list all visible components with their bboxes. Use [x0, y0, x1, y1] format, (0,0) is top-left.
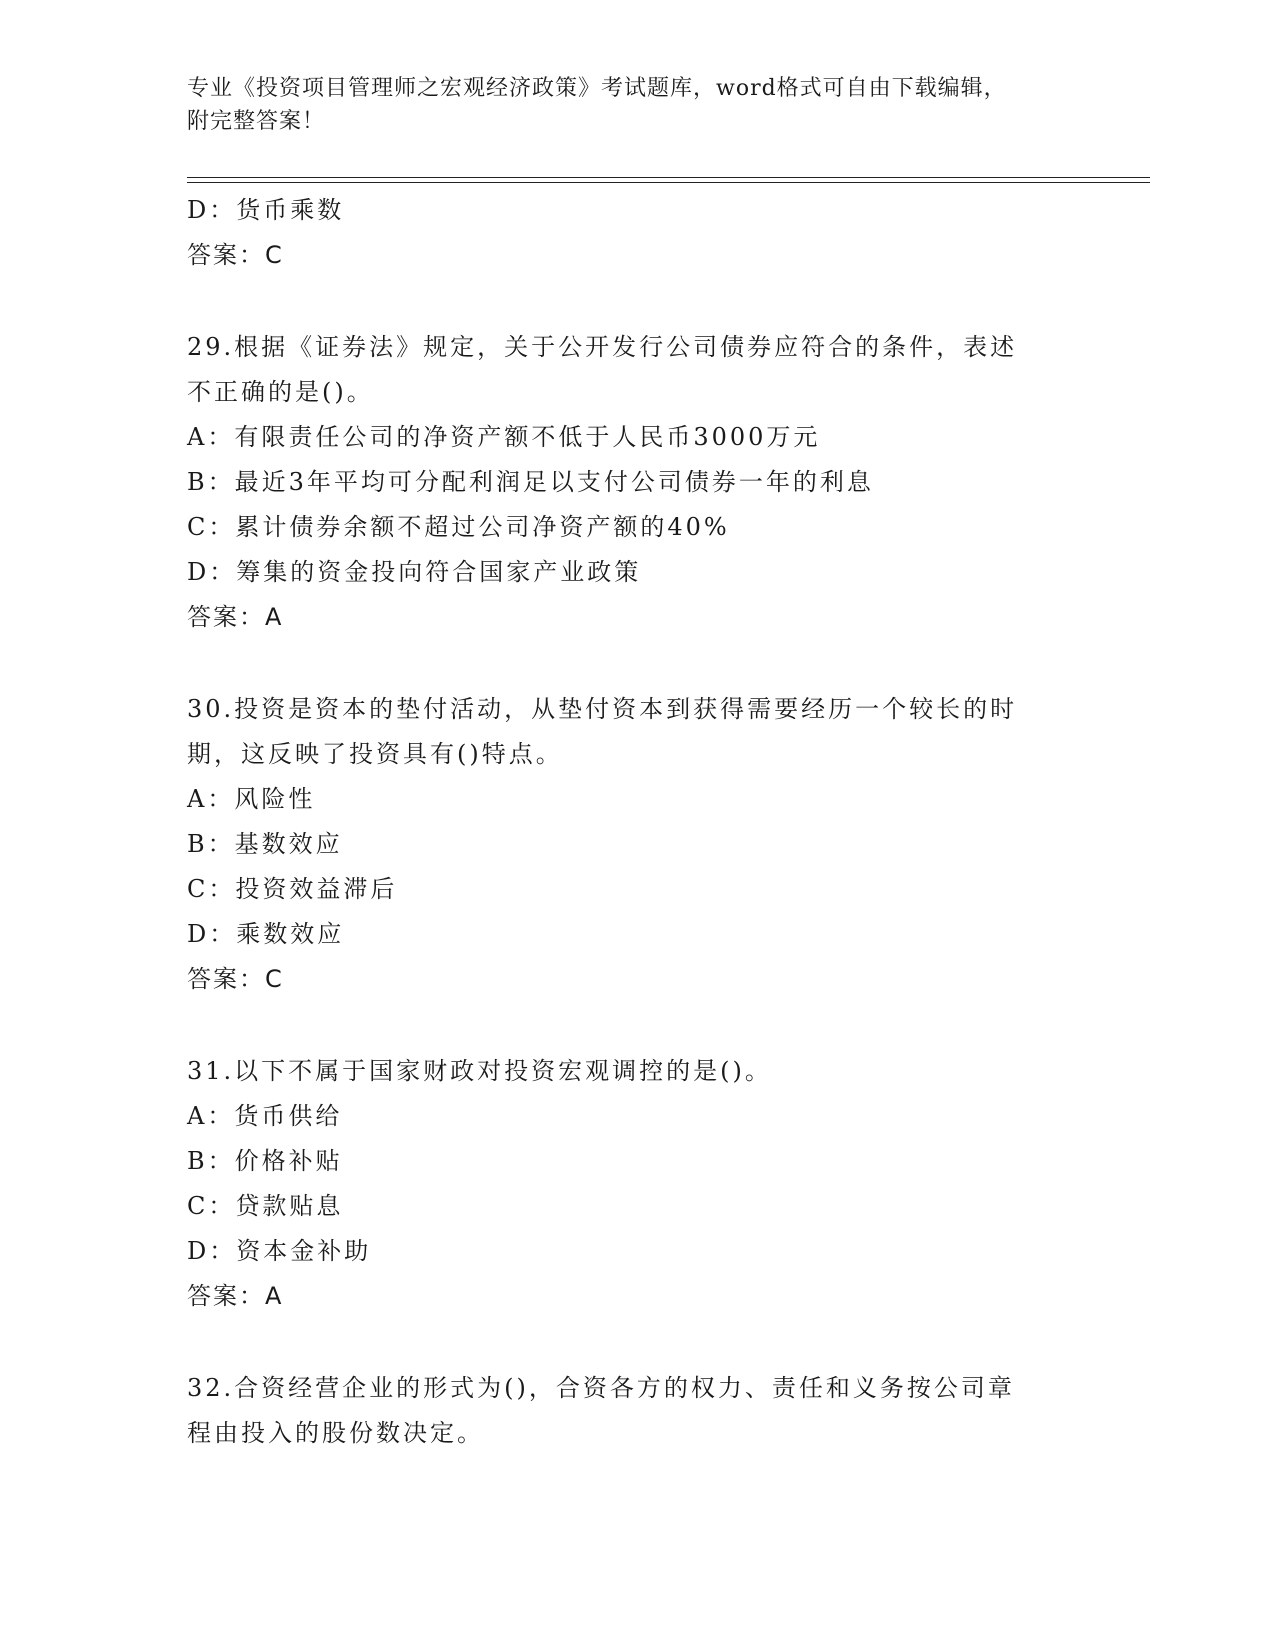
header-rule-top	[187, 177, 1150, 178]
option-b: B：价格补贴	[187, 1147, 343, 1175]
question-stem: 32.合资经营企业的形式为()，合资各方的权力、责任和义务按公司章	[187, 1374, 1015, 1402]
option-a: A：有限责任公司的净资产额不低于人民币3000万元	[187, 423, 821, 451]
answer-line: 答案：C	[187, 241, 284, 269]
header-line-1: 专业《投资项目管理师之宏观经济政策》考试题库，word格式可自由下载编辑，	[187, 76, 1007, 101]
answer-line: 答案：A	[187, 603, 284, 631]
question-28-tail	[187, 188, 1087, 278]
answer-line: 答案：A	[187, 1282, 284, 1310]
option-d: D：乘数效应	[187, 920, 345, 948]
option-d: D：货币乘数	[187, 196, 345, 224]
option-c: C：投资效益滞后	[187, 875, 398, 903]
question-31	[187, 1049, 1087, 1319]
question-stem-cont: 期，这反映了投资具有()特点。	[187, 740, 563, 768]
option-a: A：货币供给	[187, 1102, 343, 1130]
question-list	[187, 188, 1087, 1456]
question-stem-cont: 不正确的是()。	[187, 378, 374, 406]
question-30	[187, 687, 1087, 1002]
option-c: C：贷款贴息	[187, 1192, 344, 1220]
question-32	[187, 1366, 1087, 1456]
option-b: B：最近3年平均可分配利润足以支付公司债券一年的利息	[187, 468, 874, 496]
header-rule-bottom	[187, 182, 1150, 183]
question-stem: 29.根据《证券法》规定，关于公开发行公司债券应符合的条件，表述	[187, 333, 1018, 361]
document-header	[187, 72, 1067, 138]
question-stem: 30.投资是资本的垫付活动，从垫付资本到获得需要经历一个较长的时	[187, 695, 1018, 723]
option-c: C：累计债券余额不超过公司净资产额的40%	[187, 513, 730, 541]
option-a: A：风险性	[187, 785, 316, 813]
question-stem-cont: 程由投入的股份数决定。	[187, 1419, 484, 1447]
option-d: D：资本金补助	[187, 1237, 372, 1265]
question-stem: 31.以下不属于国家财政对投资宏观调控的是()。	[187, 1057, 772, 1085]
answer-line: 答案：C	[187, 965, 284, 993]
header-line-2: 附完整答案！	[187, 109, 326, 134]
option-b: B：基数效应	[187, 830, 343, 858]
option-d: D：筹集的资金投向符合国家产业政策	[187, 558, 642, 586]
question-29	[187, 325, 1087, 640]
